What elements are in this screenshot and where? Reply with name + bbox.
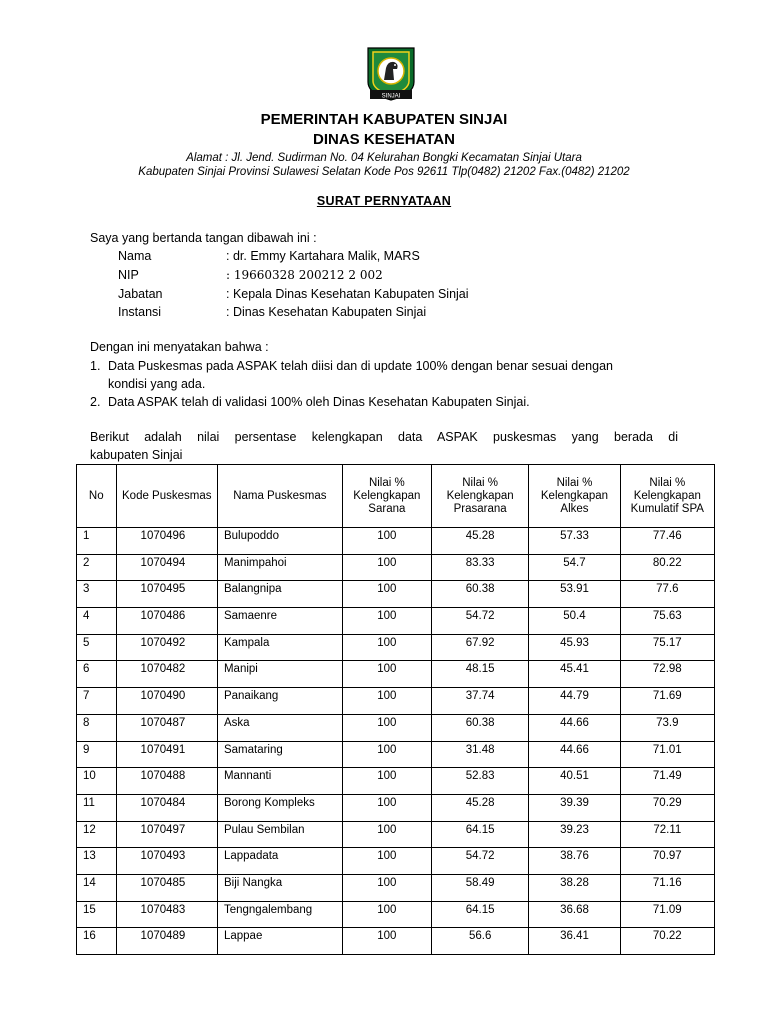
table-row xyxy=(77,688,715,715)
cell-spa: 72.98 xyxy=(620,661,714,688)
cell-sarana: 100 xyxy=(342,901,431,928)
cell-spa: 71.01 xyxy=(620,741,714,768)
cell-spa: 71.69 xyxy=(620,688,714,715)
cell-sarana: 100 xyxy=(342,874,431,901)
header-sarana: Nilai % Kelengkapan Sarana xyxy=(342,465,431,528)
cell-prasarana: 45.28 xyxy=(431,794,528,821)
cell-no: 1 xyxy=(77,528,117,555)
table-row xyxy=(77,794,715,821)
cell-code: 1070489 xyxy=(116,928,217,955)
cell-alkes: 40.51 xyxy=(529,768,620,795)
table-row xyxy=(77,928,715,955)
cell-no: 13 xyxy=(77,848,117,875)
table-row xyxy=(77,634,715,661)
cell-sarana: 100 xyxy=(342,581,431,608)
table-row xyxy=(77,581,715,608)
table-row xyxy=(77,554,715,581)
cell-alkes: 39.39 xyxy=(529,794,620,821)
cell-name: Borong Kompleks xyxy=(217,794,342,821)
cell-alkes: 45.93 xyxy=(529,634,620,661)
cell-name: Bulupoddo xyxy=(217,528,342,555)
cell-prasarana: 45.28 xyxy=(431,528,528,555)
cell-no: 11 xyxy=(77,794,117,821)
table-row xyxy=(77,874,715,901)
cell-alkes: 44.79 xyxy=(529,688,620,715)
header-spa: Nilai % Kelengkapan Kumulatif SPA xyxy=(620,465,714,528)
cell-name: Lappadata xyxy=(217,848,342,875)
cell-sarana: 100 xyxy=(342,688,431,715)
cell-spa: 77.6 xyxy=(620,581,714,608)
cell-prasarana: 64.15 xyxy=(431,821,528,848)
office-name: DINAS KESEHATAN xyxy=(313,131,455,148)
cell-prasarana: 60.38 xyxy=(431,714,528,741)
cell-alkes: 45.41 xyxy=(529,661,620,688)
cell-code: 1070497 xyxy=(116,821,217,848)
cell-no: 16 xyxy=(77,928,117,955)
cell-alkes: 38.76 xyxy=(529,848,620,875)
cell-spa: 70.29 xyxy=(620,794,714,821)
cell-spa: 71.16 xyxy=(620,874,714,901)
cell-spa: 75.17 xyxy=(620,634,714,661)
table-row xyxy=(77,608,715,635)
identity-value-nip: : 19660328 200212 2 002 xyxy=(226,268,383,282)
cell-alkes: 36.41 xyxy=(529,928,620,955)
table-row xyxy=(77,528,715,555)
cell-spa: 70.97 xyxy=(620,848,714,875)
table-row xyxy=(77,901,715,928)
cell-name: Samaenre xyxy=(217,608,342,635)
table-row xyxy=(77,714,715,741)
address-line-1: Alamat : Jl. Jend. Sudirman No. 04 Kelurahan Bongki Kecamatan Sinjai Utara xyxy=(186,152,582,164)
completeness-table xyxy=(76,464,715,955)
cell-no: 2 xyxy=(77,554,117,581)
cell-code: 1070492 xyxy=(116,634,217,661)
identity-value-institution: : Dinas Kesehatan Kabupaten Sinjai xyxy=(226,305,427,319)
cell-spa: 72.11 xyxy=(620,821,714,848)
identity-label-nip: NIP xyxy=(118,268,139,282)
identity-value-name: : dr. Emmy Kartahara Malik, MARS xyxy=(226,249,420,263)
cell-prasarana: 64.15 xyxy=(431,901,528,928)
cell-no: 6 xyxy=(77,661,117,688)
cell-no: 14 xyxy=(77,874,117,901)
cell-alkes: 44.66 xyxy=(529,714,620,741)
cell-no: 10 xyxy=(77,768,117,795)
cell-prasarana: 54.72 xyxy=(431,848,528,875)
table-row xyxy=(77,821,715,848)
cell-name: Balangnipa xyxy=(217,581,342,608)
cell-prasarana: 31.48 xyxy=(431,741,528,768)
government-name: PEMERINTAH KABUPATEN SINJAI xyxy=(260,111,508,128)
cell-no: 12 xyxy=(77,821,117,848)
point-1-text: Data Puskesmas pada ASPAK telah diisi dan di update 100% dengan benar sesuai dengan xyxy=(108,359,613,373)
cell-sarana: 100 xyxy=(342,848,431,875)
cell-spa: 73.9 xyxy=(620,714,714,741)
header-prasarana: Nilai % Kelengkapan Prasarana xyxy=(431,465,528,528)
cell-alkes: 53.91 xyxy=(529,581,620,608)
table-row xyxy=(77,768,715,795)
cell-sarana: 100 xyxy=(342,634,431,661)
cell-alkes: 54.7 xyxy=(529,554,620,581)
cell-code: 1070483 xyxy=(116,901,217,928)
cell-spa: 70.22 xyxy=(620,928,714,955)
cell-no: 5 xyxy=(77,634,117,661)
cell-alkes: 36.68 xyxy=(529,901,620,928)
cell-spa: 77.46 xyxy=(620,528,714,555)
cell-spa: 71.49 xyxy=(620,768,714,795)
cell-spa: 71.09 xyxy=(620,901,714,928)
cell-prasarana: 67.92 xyxy=(431,634,528,661)
cell-no: 8 xyxy=(77,714,117,741)
cell-spa: 75.63 xyxy=(620,608,714,635)
cell-sarana: 100 xyxy=(342,608,431,635)
cell-no: 4 xyxy=(77,608,117,635)
point-2-number: 2. xyxy=(90,395,101,409)
cell-name: Panaikang xyxy=(217,688,342,715)
statement-intro: Dengan ini menyatakan bahwa : xyxy=(90,340,269,354)
header-alkes: Nilai % Kelengkapan Alkes xyxy=(529,465,620,528)
regency-logo xyxy=(360,42,422,104)
identity-value-position: : Kepala Dinas Kesehatan Kabupaten Sinjai xyxy=(226,287,469,301)
cell-code: 1070482 xyxy=(116,661,217,688)
cell-code: 1070484 xyxy=(116,794,217,821)
cell-sarana: 100 xyxy=(342,714,431,741)
cell-code: 1070496 xyxy=(116,528,217,555)
table-row xyxy=(77,848,715,875)
cell-prasarana: 83.33 xyxy=(431,554,528,581)
cell-sarana: 100 xyxy=(342,554,431,581)
header-name: Nama Puskesmas xyxy=(217,465,342,528)
cell-name: Aska xyxy=(217,714,342,741)
cell-spa: 80.22 xyxy=(620,554,714,581)
identity-label-position: Jabatan xyxy=(118,287,163,301)
cell-code: 1070488 xyxy=(116,768,217,795)
cell-name: Pulau Sembilan xyxy=(217,821,342,848)
cell-name: Tengngalembang xyxy=(217,901,342,928)
cell-sarana: 100 xyxy=(342,528,431,555)
identity-label-name: Nama xyxy=(118,249,152,263)
table-header-row xyxy=(77,465,715,528)
cell-no: 9 xyxy=(77,741,117,768)
cell-alkes: 50.4 xyxy=(529,608,620,635)
cell-sarana: 100 xyxy=(342,741,431,768)
document-title: SURAT PERNYATAAN xyxy=(316,194,452,208)
cell-no: 3 xyxy=(77,581,117,608)
table-row xyxy=(77,661,715,688)
cell-code: 1070490 xyxy=(116,688,217,715)
cell-code: 1070494 xyxy=(116,554,217,581)
cell-prasarana: 54.72 xyxy=(431,608,528,635)
table-row xyxy=(77,741,715,768)
intro-text: Saya yang bertanda tangan dibawah ini : xyxy=(90,231,317,245)
cell-name: Mannanti xyxy=(217,768,342,795)
header-no: No xyxy=(77,465,117,528)
cell-code: 1070485 xyxy=(116,874,217,901)
address-line-2: Kabupaten Sinjai Provinsi Sulawesi Selatan Kode Pos 92611 Tlp(0482) 21202 Fax.(0482) 21202 xyxy=(138,166,630,178)
cell-name: Manipi xyxy=(217,661,342,688)
cell-alkes: 44.66 xyxy=(529,741,620,768)
cell-alkes: 57.33 xyxy=(529,528,620,555)
table-intro: Berikut adalah nilai persentase kelengkapan data ASPAK puskesmas yang berada di xyxy=(90,430,678,444)
cell-code: 1070487 xyxy=(116,714,217,741)
cell-no: 7 xyxy=(77,688,117,715)
cell-prasarana: 58.49 xyxy=(431,874,528,901)
cell-code: 1070493 xyxy=(116,848,217,875)
cell-alkes: 38.28 xyxy=(529,874,620,901)
point-1-text-cont: kondisi yang ada. xyxy=(108,377,206,391)
point-2-text: Data ASPAK telah di validasi 100% oleh Dinas Kesehatan Kabupaten Sinjai. xyxy=(108,395,530,409)
cell-name: Biji Nangka xyxy=(217,874,342,901)
cell-name: Lappae xyxy=(217,928,342,955)
cell-code: 1070486 xyxy=(116,608,217,635)
cell-sarana: 100 xyxy=(342,768,431,795)
table-intro-cont: kabupaten Sinjai xyxy=(90,448,183,462)
cell-sarana: 100 xyxy=(342,661,431,688)
cell-alkes: 39.23 xyxy=(529,821,620,848)
header-code: Kode Puskesmas xyxy=(116,465,217,528)
cell-code: 1070491 xyxy=(116,741,217,768)
identity-label-institution: Instansi xyxy=(118,305,162,319)
cell-prasarana: 56.6 xyxy=(431,928,528,955)
logo-label: SINJAI xyxy=(381,93,401,100)
cell-name: Kampala xyxy=(217,634,342,661)
cell-prasarana: 48.15 xyxy=(431,661,528,688)
cell-prasarana: 52.83 xyxy=(431,768,528,795)
cell-name: Manimpahoi xyxy=(217,554,342,581)
cell-name: Samataring xyxy=(217,741,342,768)
cell-sarana: 100 xyxy=(342,794,431,821)
cell-prasarana: 37.74 xyxy=(431,688,528,715)
cell-sarana: 100 xyxy=(342,821,431,848)
point-1-number: 1. xyxy=(90,359,101,373)
cell-sarana: 100 xyxy=(342,928,431,955)
cell-no: 15 xyxy=(77,901,117,928)
cell-prasarana: 60.38 xyxy=(431,581,528,608)
cell-code: 1070495 xyxy=(116,581,217,608)
